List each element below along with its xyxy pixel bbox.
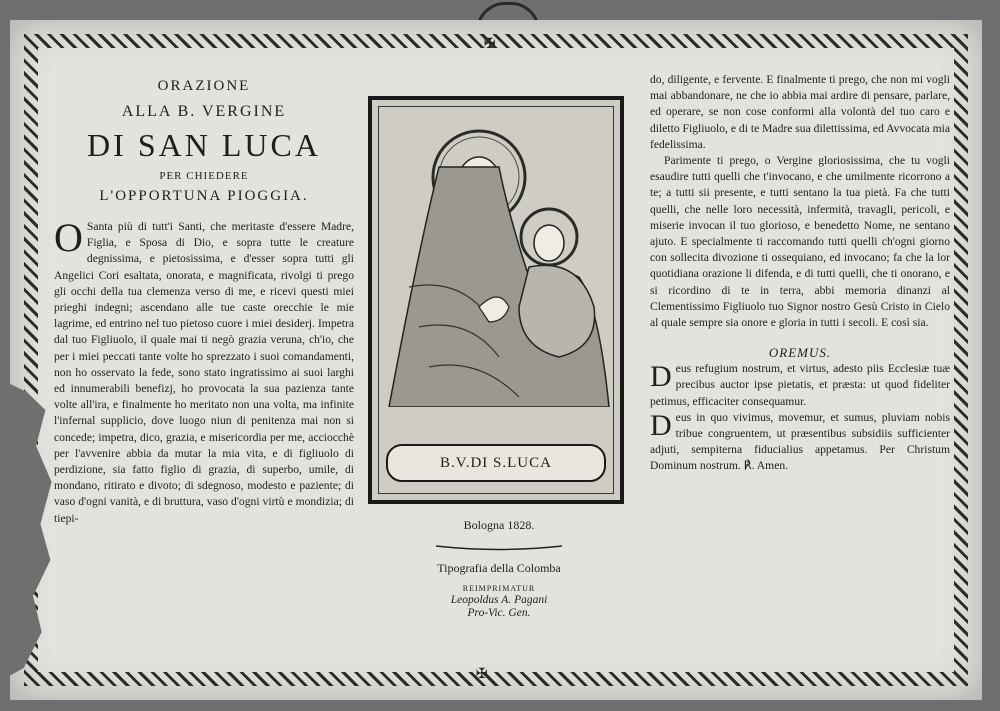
prayer-sheet — [10, 20, 982, 700]
signatory-name: Leopoldus A. Pagani — [450, 594, 548, 606]
title-pioggia: L'OPPORTUNA PIOGGIA. — [99, 188, 309, 204]
latin-prayer-1-text: eus refugium nostrum, et virtus, adesto piis Ecclesiæ tuæ precibus auctor ipse pietatis, et præsta: ut quod fideliter petimus, efficaciter consequamur. — [650, 362, 950, 408]
place-date: Bologna 1828. — [463, 518, 535, 532]
prayer-continuation: do, diligente, e fervente. E finalmente ti prego, che non mi vogli mai abbandonare, ne che io abbia mai ardire di pensare, parlare, ed operare, se non cose conformi alla volontà del tuo caro e diletto Figliuolo, e di te Madre sua dilettissima, ed Avvocata mia fedelissima. — [650, 73, 950, 151]
printer-name: Tipografia della Colomba — [437, 561, 561, 575]
prayer-body-left — [54, 215, 354, 527]
latin-prayer-2-text: eus in quo vivimus, movemur, et sumus, pluviam nobis tribue congruentem, ut præsentibus subsidiis sufficienter adjuti, sempiterna fiducialius appetamus. Per Christum Dominum nostrum. ℟. Amen. — [650, 410, 950, 473]
madonna-and-child-icon — [379, 107, 621, 407]
dropcap-d-2: D — [650, 408, 672, 442]
title-per-chiedere: PER CHIEDERE — [159, 170, 249, 182]
signatory-title: Pro-Vic. Gen. — [467, 607, 531, 619]
title-orazione: ORAZIONE — [157, 78, 251, 94]
left-column — [54, 72, 354, 527]
top-cross-icon: ✠ — [484, 36, 496, 52]
oremus-heading: OREMUS. — [768, 345, 832, 361]
prayer-text-left: Santa più di tutt'i Santi, che meritaste d'essere Madre, Figlia, e Sposa di Dio, e sopra tutte le creature degnissima, e pietosissima, e d'esser sopra tutti gli Angelici Cori esaltata, onorata, e magnificata, rivolgi ti prego gli occhi della tua clemenza verso di me, e ricevi questi miei prieghi indegni; ascendano alle tue caste orecchie le mie lagrime, ed entrino nel tuo pietoso cuore i miei desiderj. Impetra dal tuo Figliuolo, il quale mai ti negò grazia veruna, ch'io, che per i miei peccati tante volte ho sprezzato i suoi comandamenti, non ho osservato la fede, sono stato ingratissimo ai suoi larghi ed innumerabili benefizj, ho provocata la sua pazienza tante volte all'ira, e finalmente ho meritato non una volta, ma infinite l'infernal supplicio, dove luogo niun di penitenza mai non si concede; impetra, dico, grazia, e misericordia per me, acciocchè per l'avvenire abbia da mutar la mia vita, e di figliuolo di perdizione, sia fatto figlio di grazia, di superbo, umile, di mondano, ritirato e divoto; di sdegnoso, modesto e paziente; di vaso d'ogni vanità, e di bruttura, vaso d'ogni virtù e mondizia; di tiepi- — [54, 220, 354, 525]
bottom-cross-icon: ✠ — [476, 666, 488, 682]
madonna-woodcut — [368, 96, 624, 504]
right-column — [650, 72, 950, 475]
dropcap-o: O — [54, 215, 83, 260]
woodcut-inner-frame — [378, 106, 614, 494]
title-san-luca: DI SAN LUCA — [87, 127, 321, 163]
middle-column — [366, 96, 632, 619]
imprimatur: REIMPRIMATUR — [462, 584, 536, 593]
title-vergine: ALLA B. VERGINE — [121, 103, 287, 120]
latin-prayer-2 — [650, 410, 950, 475]
woodcut-caption: B.V.DI S.LUCA — [386, 444, 606, 482]
latin-prayer-1 — [650, 361, 950, 410]
prayer-intercession: Parimente ti prego, o Vergine gloriosissima, che tu vogli esaudire tutti quelli che t'invocano, e che umilmente ricorrono a te; a tutti sii presente, e tutti sentano la tua pietà. Fa che tutti quelli, che nelle loro necessità, infermità, travagli, pericoli, e miserie invocan il tuo glorioso, e benedetto Nome, ne sentano ajuto. E specialmente ti raccomando tutti quelli ch'ogni giorno con sollecita divozione ti ossequiano, ed invocano; fa che la lor quotidiana orazione li difenda, e di tutti quelli, che ti onorano, e si ricordino di te in terra, abbi memoria dinanzi al Clementissimo Figliuolo tuo Signor nostro Gesù Cristo in Cielo al quale sempre sia onore e gloria in tutti i secoli. E così sia. — [650, 154, 950, 330]
dropcap-d-1: D — [650, 360, 672, 394]
ornamental-divider — [434, 541, 564, 551]
